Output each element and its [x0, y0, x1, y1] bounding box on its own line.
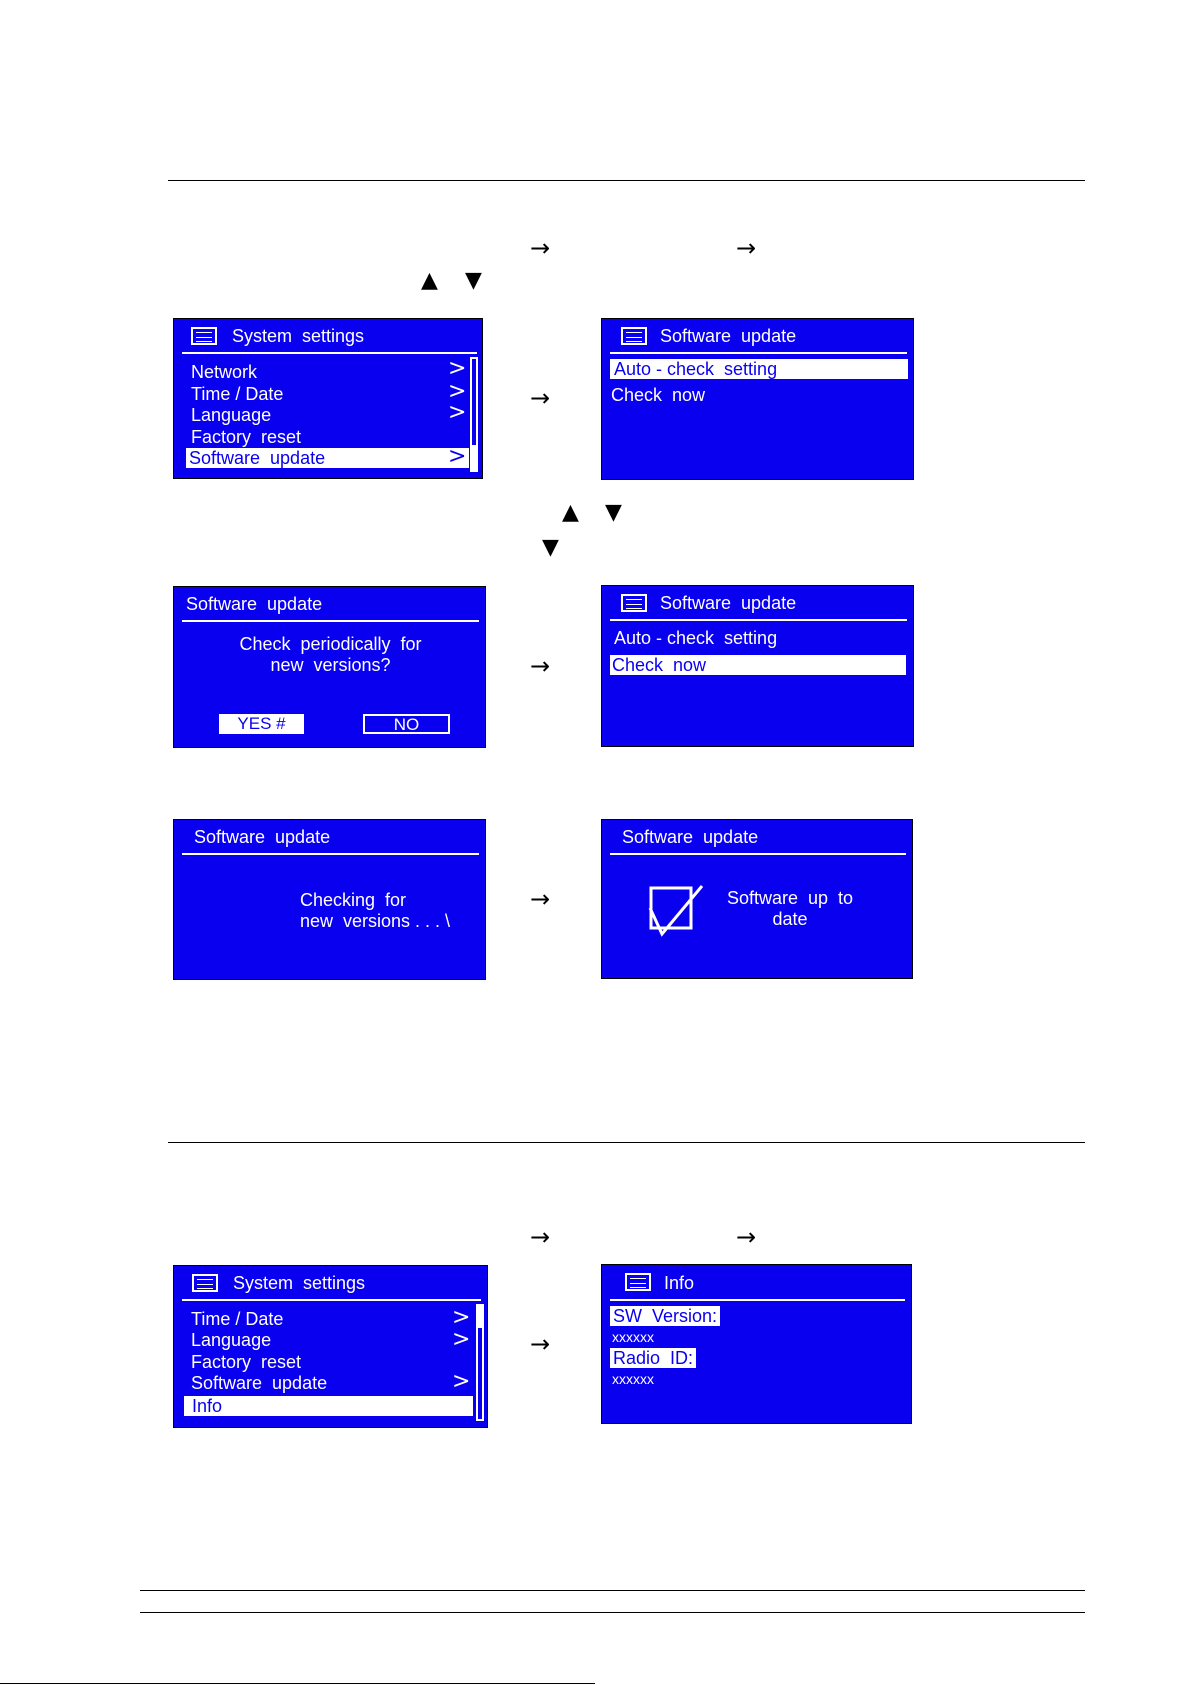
menu-item-software-update[interactable]: Software update — [186, 448, 469, 468]
sw-version-label: SW Version: — [610, 1306, 720, 1326]
screen-title: Software update — [622, 827, 759, 847]
title-separator — [182, 1299, 481, 1301]
footer-rule-top — [140, 1590, 1085, 1591]
footer-rule-bottom — [140, 1612, 1085, 1613]
screen-title: System settings — [233, 1273, 366, 1293]
screen-title: Software update — [660, 593, 797, 613]
menu-item-factory-reset[interactable]: Factory reset — [191, 427, 302, 447]
chevron-right-icon: > — [452, 1305, 471, 1330]
radio-id-label: Radio ID: — [610, 1348, 696, 1368]
screen-title: Software update — [186, 594, 323, 614]
menu-item-network[interactable]: Network — [191, 362, 258, 382]
no-button[interactable]: NO — [363, 714, 450, 734]
menu-icon — [192, 1274, 218, 1292]
menu-item-check-now[interactable]: Check now — [610, 655, 906, 675]
menu-item-check-now[interactable]: Check now — [611, 385, 706, 405]
screen-system-settings — [173, 318, 483, 479]
up-triangle-icon: ▲ — [421, 268, 438, 293]
instruction-arrow: → — [530, 234, 551, 262]
menu-item-language[interactable]: Language — [191, 405, 272, 425]
menu-item-factory-reset[interactable]: Factory reset — [191, 1352, 302, 1372]
screen-info — [601, 1264, 912, 1424]
title-separator — [610, 853, 906, 855]
screen-system-settings-info — [173, 1265, 488, 1428]
menu-item-software-update[interactable]: Software update — [191, 1373, 328, 1393]
screen-title: Software update — [194, 827, 331, 847]
menu-item-time-date[interactable]: Time / Date — [191, 384, 284, 404]
title-separator — [182, 620, 479, 622]
menu-icon — [625, 1273, 651, 1291]
menu-icon — [621, 594, 647, 612]
screen-title: System settings — [232, 326, 365, 346]
instruction-arrow: → — [530, 1223, 551, 1251]
title-separator — [610, 619, 907, 621]
checkmark-icon — [648, 884, 706, 938]
screen-software-update-menu-check-now — [601, 585, 914, 747]
title-separator — [610, 1299, 905, 1301]
radio-id-value: xxxxxx — [612, 1371, 654, 1387]
instruction-arrow: → — [736, 234, 757, 262]
checking-line1: Checking for — [300, 890, 407, 910]
chevron-right-icon: > — [448, 356, 467, 381]
chevron-right-icon: > — [448, 444, 467, 469]
up-to-date-line1: Software up to — [726, 888, 854, 908]
scrollbar-thumb[interactable] — [478, 1306, 482, 1328]
title-separator — [610, 352, 907, 354]
menu-item-time-date[interactable]: Time / Date — [191, 1309, 284, 1329]
sw-version-value: xxxxxx — [612, 1329, 654, 1345]
menu-item-auto-check-setting[interactable]: Auto - check setting — [614, 628, 778, 648]
screen-title: Software update — [660, 326, 797, 346]
screen-auto-check — [173, 586, 486, 748]
screen-title: Info — [664, 1273, 695, 1293]
menu-item-info[interactable]: Info — [184, 1396, 473, 1416]
flow-arrow: → — [530, 885, 551, 913]
section1-rule — [168, 180, 1085, 181]
chevron-right-icon: > — [448, 400, 467, 425]
chevron-right-icon: > — [452, 1369, 471, 1394]
question-line2: new versions? — [270, 655, 391, 675]
up-to-date-line2: date — [772, 909, 808, 929]
screen-checking — [173, 819, 486, 980]
checking-line2: new versions . . . \ — [300, 911, 451, 931]
flow-arrow: → — [530, 384, 551, 412]
flow-arrow: → — [530, 1330, 551, 1358]
instruction-arrow: → — [736, 1223, 757, 1251]
down-triangle-icon: ▼ — [542, 535, 559, 560]
chevron-right-icon: > — [448, 379, 467, 404]
yes-button[interactable]: YES # — [219, 714, 304, 734]
flow-arrow: → — [530, 652, 551, 680]
page-bottom-rule — [0, 1683, 595, 1684]
title-separator — [182, 352, 477, 354]
chevron-right-icon: > — [452, 1327, 471, 1352]
up-triangle-icon: ▲ — [562, 500, 579, 525]
screen-up-to-date — [601, 819, 913, 979]
section2-rule — [168, 1142, 1085, 1143]
question-line1: Check periodically for — [239, 634, 422, 654]
menu-item-language[interactable]: Language — [191, 1330, 272, 1350]
menu-icon — [621, 327, 647, 345]
down-triangle-icon: ▼ — [605, 500, 622, 525]
menu-item-auto-check-setting[interactable]: Auto - check setting — [610, 359, 908, 379]
title-separator — [182, 853, 479, 855]
scrollbar-thumb[interactable] — [472, 445, 476, 470]
menu-icon — [191, 327, 217, 345]
screen-software-update-menu — [601, 318, 914, 480]
down-triangle-icon: ▼ — [465, 268, 482, 293]
